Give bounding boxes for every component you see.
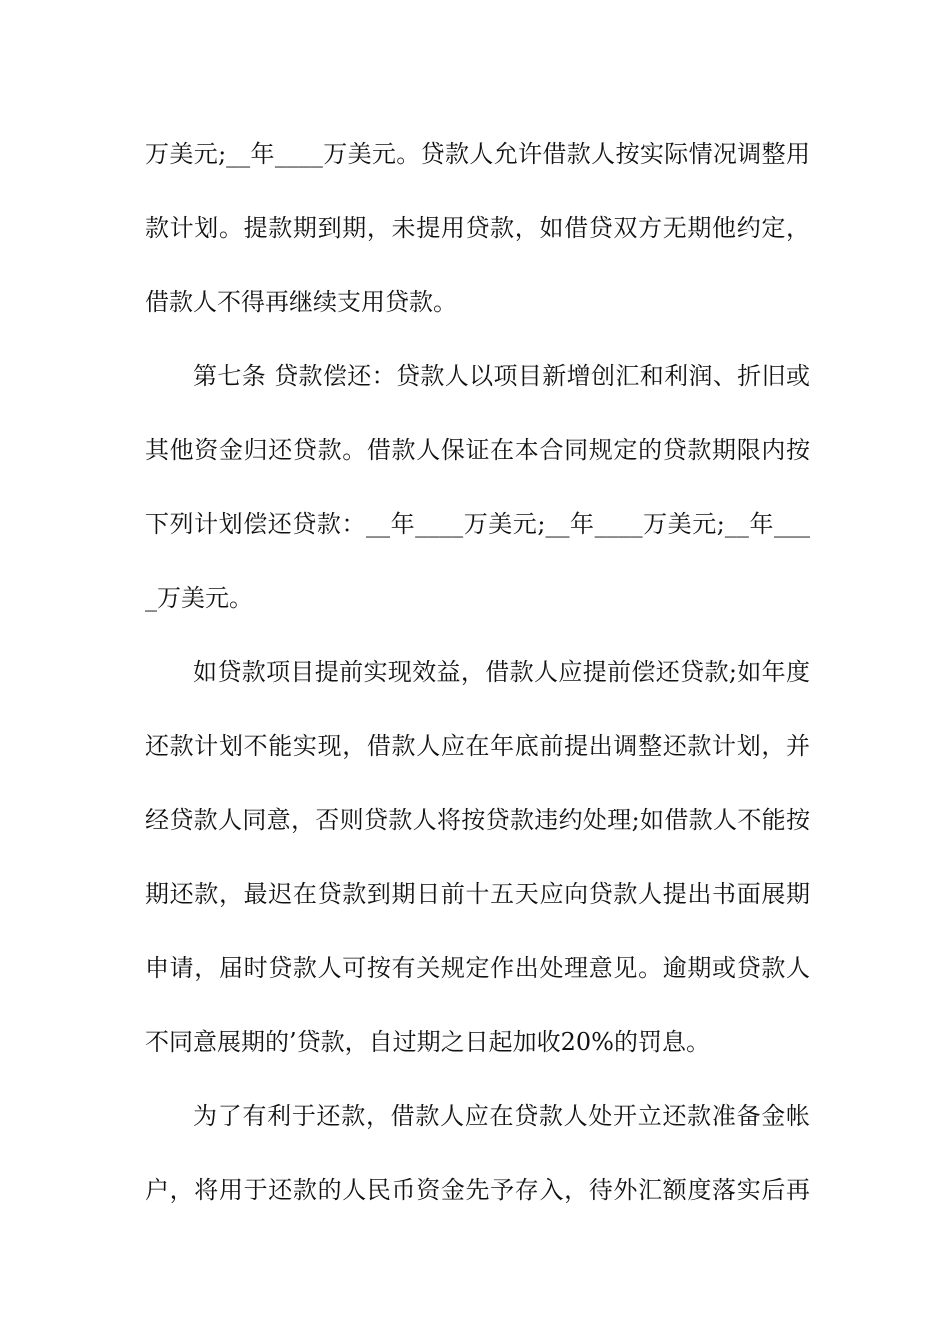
text-line: 期还款，最迟在贷款到期日前十五天应向贷款人提出书面展期 (145, 880, 810, 908)
paragraph-start-line: 为了有利于还款，借款人应在贷款人处开立还款准备金帐 (193, 1102, 810, 1130)
text-line: 其他资金归还贷款。借款人保证在本合同规定的贷款期限内按 (145, 436, 810, 464)
text-line: 经贷款人同意，否则贷款人将按贷款违约处理;如借款人不能按 (145, 806, 810, 834)
text-line: 下列计划偿还贷款：__年____万美元;__年____万美元;__年___ (145, 510, 810, 538)
text-line: 借款人不得再继续支用贷款。 (145, 288, 457, 316)
article-heading-line: 第七条 贷款偿还：贷款人以项目新增创汇和利润、折旧或 (193, 362, 810, 390)
paragraph-start-line: 如贷款项目提前实现效益，借款人应提前偿还贷款;如年度 (193, 658, 810, 686)
text-line: _万美元。 (145, 584, 253, 612)
text-line: 户，将用于还款的人民币资金先予存入，待外汇额度落实后再 (145, 1176, 810, 1204)
text-line: 还款计划不能实现，借款人应在年底前提出调整还款计划，并 (145, 732, 810, 760)
text-line: 不同意展期的’贷款，自过期之日起加收20%的罚息。 (145, 1028, 710, 1056)
text-line: 款计划。提款期到期，未提用贷款，如借贷双方无期他约定， (145, 214, 810, 242)
text-line: 万美元;__年____万美元。贷款人允许借款人按实际情况调整用 (145, 140, 810, 168)
text-line: 申请，届时贷款人可按有关规定作出处理意见。逾期或贷款人 (145, 954, 810, 982)
